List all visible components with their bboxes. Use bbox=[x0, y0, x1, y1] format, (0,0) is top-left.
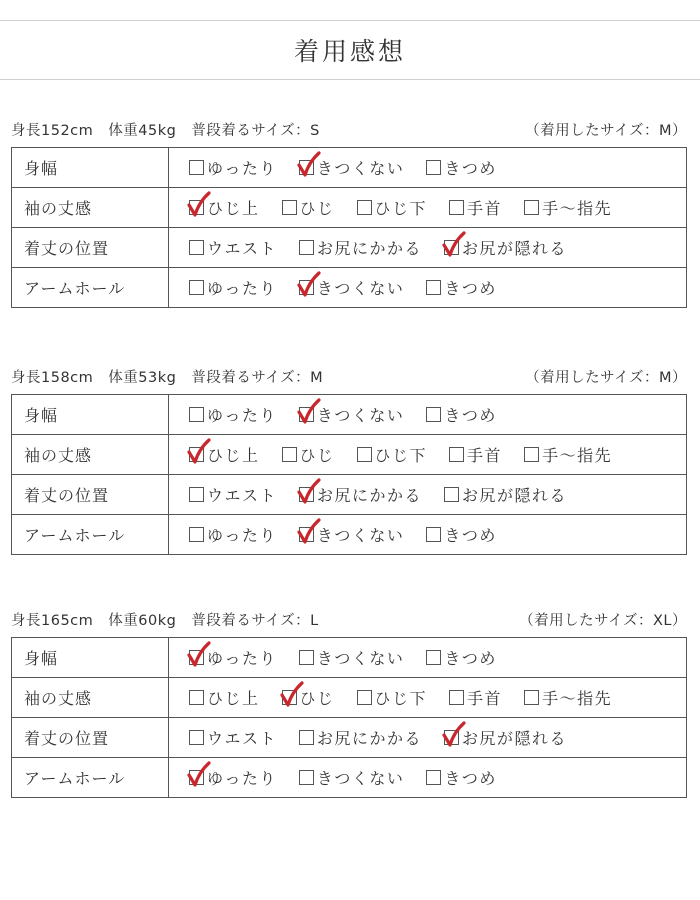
checkmark-icon bbox=[189, 447, 204, 462]
fit-option bbox=[189, 646, 277, 669]
fit-row-label: アームホール bbox=[12, 758, 169, 798]
empty-checkbox-icon bbox=[299, 650, 314, 665]
fit-option bbox=[524, 686, 612, 709]
fit-option bbox=[449, 443, 502, 466]
fit-option bbox=[189, 196, 260, 219]
title-bar bbox=[0, 20, 700, 80]
empty-checkbox-icon bbox=[189, 730, 204, 745]
fit-row bbox=[12, 515, 687, 555]
fit-option-label: 手〜指先 bbox=[542, 689, 613, 708]
fit-option bbox=[444, 726, 567, 749]
fit-option bbox=[189, 483, 277, 506]
fit-option bbox=[282, 686, 335, 709]
fit-options bbox=[169, 638, 687, 678]
fit-option bbox=[189, 156, 277, 179]
fit-options bbox=[169, 515, 687, 555]
fit-option-label: きつくない bbox=[316, 769, 405, 788]
empty-checkbox-icon bbox=[449, 690, 464, 705]
checkmark-icon bbox=[298, 519, 320, 545]
fit-option-label: ひじ bbox=[299, 689, 335, 708]
fit-option bbox=[189, 686, 260, 709]
fit-option-label: ゆったり bbox=[207, 526, 277, 545]
checkmark-icon bbox=[299, 407, 314, 422]
fit-option bbox=[299, 236, 422, 259]
fit-option-label: ゆったり bbox=[207, 279, 277, 298]
fit-row-label: 身幅 bbox=[12, 395, 169, 435]
page-title: 着用感想 bbox=[293, 37, 406, 66]
empty-checkbox-icon bbox=[189, 407, 204, 422]
empty-checkbox-icon bbox=[189, 487, 204, 502]
fit-option bbox=[426, 523, 497, 546]
empty-checkbox-icon bbox=[524, 690, 539, 705]
empty-checkbox-icon bbox=[299, 240, 314, 255]
fit-option bbox=[357, 443, 428, 466]
empty-checkbox-icon bbox=[426, 650, 441, 665]
empty-checkbox-icon bbox=[189, 280, 204, 295]
fit-option bbox=[299, 276, 405, 299]
fit-option bbox=[189, 523, 277, 546]
fit-option bbox=[299, 726, 422, 749]
worn-size: （着用したサイズ：M） bbox=[525, 123, 687, 139]
fit-option bbox=[282, 443, 335, 466]
checkmark-icon bbox=[298, 152, 320, 178]
empty-checkbox-icon bbox=[524, 447, 539, 462]
fit-row-label: 着丈の位置 bbox=[12, 475, 169, 515]
fit-option-label: きつめ bbox=[444, 279, 497, 298]
fit-row-label: アームホール bbox=[12, 515, 169, 555]
fit-option bbox=[357, 686, 428, 709]
fit-option bbox=[189, 766, 277, 789]
fit-row-label: 着丈の位置 bbox=[12, 228, 169, 268]
fit-row bbox=[12, 718, 687, 758]
checkmark-icon bbox=[298, 272, 320, 298]
fit-option-label: 手首 bbox=[467, 199, 503, 218]
profile-stats: 身長165cm 体重60kg 普段着るサイズ：L bbox=[11, 613, 319, 629]
fit-option bbox=[426, 403, 497, 426]
empty-checkbox-icon bbox=[449, 200, 464, 215]
fit-option bbox=[189, 443, 260, 466]
fit-option-label: ゆったり bbox=[207, 769, 277, 788]
fit-option-label: きつめ bbox=[444, 526, 497, 545]
worn-size: （着用したサイズ：M） bbox=[525, 370, 687, 386]
review-block-2 bbox=[11, 366, 687, 545]
fit-option bbox=[189, 403, 277, 426]
fit-row-label: アームホール bbox=[12, 268, 169, 308]
fit-options bbox=[169, 395, 687, 435]
fit-option-label: 手首 bbox=[467, 446, 503, 465]
checkmark-icon bbox=[188, 439, 210, 465]
fit-option bbox=[426, 156, 497, 179]
empty-checkbox-icon bbox=[524, 200, 539, 215]
checkmark-icon bbox=[188, 192, 210, 218]
fit-option-label: お尻が隠れる bbox=[462, 729, 568, 748]
fit-options bbox=[169, 435, 687, 475]
fit-table bbox=[11, 637, 687, 798]
fit-option-label: 手首 bbox=[467, 689, 503, 708]
empty-checkbox-icon bbox=[426, 770, 441, 785]
fit-row-label: 身幅 bbox=[12, 148, 169, 188]
fit-option-label: ひじ下 bbox=[374, 689, 428, 708]
fit-row-label: 袖の丈感 bbox=[12, 435, 169, 475]
profile-stats: 身長158cm 体重53kg 普段着るサイズ：M bbox=[11, 370, 324, 386]
fit-option-label: お尻にかかる bbox=[317, 729, 423, 748]
fit-row-label: 袖の丈感 bbox=[12, 188, 169, 228]
fit-row-label: 身幅 bbox=[12, 638, 169, 678]
fit-options bbox=[169, 475, 687, 515]
fit-row bbox=[12, 475, 687, 515]
profile-line bbox=[11, 609, 687, 629]
fit-option bbox=[524, 443, 612, 466]
empty-checkbox-icon bbox=[449, 447, 464, 462]
empty-checkbox-icon bbox=[426, 280, 441, 295]
fit-option-label: ひじ bbox=[299, 446, 335, 465]
fit-option-label: きつめ bbox=[444, 769, 497, 788]
fit-option bbox=[444, 236, 567, 259]
fit-option bbox=[449, 686, 502, 709]
fit-option-label: きつめ bbox=[444, 406, 497, 425]
checkmark-icon bbox=[298, 399, 320, 425]
checkmark-icon bbox=[443, 232, 465, 258]
fit-option-label: きつくない bbox=[316, 526, 405, 545]
checkmark-icon bbox=[189, 770, 204, 785]
empty-checkbox-icon bbox=[189, 160, 204, 175]
fit-option bbox=[299, 156, 405, 179]
fit-row bbox=[12, 638, 687, 678]
fit-option bbox=[189, 726, 277, 749]
fit-option-label: ウエスト bbox=[207, 729, 278, 748]
fit-row bbox=[12, 188, 687, 228]
fit-row bbox=[12, 148, 687, 188]
fit-option-label: きつくない bbox=[316, 159, 405, 178]
fit-row bbox=[12, 395, 687, 435]
empty-checkbox-icon bbox=[299, 770, 314, 785]
fit-option bbox=[299, 403, 405, 426]
checkmark-icon bbox=[298, 479, 320, 505]
review-block-3 bbox=[11, 609, 687, 788]
fit-row-label: 着丈の位置 bbox=[12, 718, 169, 758]
empty-checkbox-icon bbox=[299, 730, 314, 745]
empty-checkbox-icon bbox=[426, 407, 441, 422]
checkmark-icon bbox=[299, 280, 314, 295]
fit-option bbox=[524, 196, 612, 219]
fit-option bbox=[426, 646, 497, 669]
worn-size: （着用したサイズ：XL） bbox=[519, 613, 687, 629]
empty-checkbox-icon bbox=[189, 690, 204, 705]
review-block-1 bbox=[11, 119, 687, 298]
fit-option bbox=[189, 276, 277, 299]
checkmark-icon bbox=[443, 722, 465, 748]
fit-options bbox=[169, 228, 687, 268]
fit-option-label: ゆったり bbox=[207, 649, 277, 668]
fit-option-label: きつくない bbox=[316, 279, 405, 298]
fit-option bbox=[426, 766, 497, 789]
fit-option bbox=[299, 523, 405, 546]
checkmark-icon bbox=[189, 200, 204, 215]
fit-options bbox=[169, 758, 687, 798]
fit-option bbox=[299, 646, 405, 669]
empty-checkbox-icon bbox=[444, 487, 459, 502]
empty-checkbox-icon bbox=[357, 690, 372, 705]
empty-checkbox-icon bbox=[426, 527, 441, 542]
fit-option-label: きつくない bbox=[316, 406, 405, 425]
fit-option-label: ひじ上 bbox=[207, 689, 260, 708]
fit-option-label: ゆったり bbox=[207, 406, 277, 425]
empty-checkbox-icon bbox=[357, 447, 372, 462]
profile-line bbox=[11, 119, 687, 139]
checkmark-icon bbox=[188, 762, 210, 788]
fit-option-label: ウエスト bbox=[207, 239, 278, 258]
fit-option-label: お尻にかかる bbox=[317, 239, 423, 258]
fit-row-label: 袖の丈感 bbox=[12, 678, 169, 718]
fit-row bbox=[12, 435, 687, 475]
fit-option bbox=[299, 483, 422, 506]
empty-checkbox-icon bbox=[426, 160, 441, 175]
checkmark-icon bbox=[189, 650, 204, 665]
fit-row bbox=[12, 758, 687, 798]
fit-row bbox=[12, 268, 687, 308]
profile-stats: 身長152cm 体重45kg 普段着るサイズ：S bbox=[11, 123, 320, 139]
checkmark-icon bbox=[299, 487, 314, 502]
fit-options bbox=[169, 148, 687, 188]
fit-option-label: ひじ下 bbox=[374, 446, 428, 465]
fit-option-label: 手〜指先 bbox=[542, 199, 613, 218]
checkmark-icon bbox=[299, 160, 314, 175]
fit-table bbox=[11, 147, 687, 308]
fit-option bbox=[282, 196, 335, 219]
fit-option bbox=[299, 766, 405, 789]
fit-row bbox=[12, 678, 687, 718]
fit-option bbox=[444, 483, 567, 506]
empty-checkbox-icon bbox=[189, 527, 204, 542]
fit-option-label: ひじ上 bbox=[207, 199, 260, 218]
fit-option-label: ゆったり bbox=[207, 159, 277, 178]
fit-row bbox=[12, 228, 687, 268]
checkmark-icon bbox=[444, 730, 459, 745]
checkmark-icon bbox=[444, 240, 459, 255]
fit-option bbox=[189, 236, 277, 259]
fit-options bbox=[169, 718, 687, 758]
checkmark-icon bbox=[282, 690, 297, 705]
fit-option-label: お尻にかかる bbox=[317, 486, 423, 505]
fit-table bbox=[11, 394, 687, 555]
empty-checkbox-icon bbox=[189, 240, 204, 255]
checkmark-icon bbox=[281, 682, 303, 708]
fit-option-label: ウエスト bbox=[207, 486, 278, 505]
fit-option-label: きつめ bbox=[444, 159, 497, 178]
fit-option-label: きつくない bbox=[316, 649, 405, 668]
fit-option bbox=[426, 276, 497, 299]
profile-line bbox=[11, 366, 687, 386]
checkmark-icon bbox=[299, 527, 314, 542]
empty-checkbox-icon bbox=[357, 200, 372, 215]
fit-option-label: ひじ上 bbox=[207, 446, 260, 465]
fit-options bbox=[169, 188, 687, 228]
fit-options bbox=[169, 678, 687, 718]
fit-option-label: お尻が隠れる bbox=[462, 486, 568, 505]
fit-option-label: ひじ bbox=[299, 199, 335, 218]
fit-option bbox=[357, 196, 428, 219]
fit-option-label: お尻が隠れる bbox=[462, 239, 568, 258]
checkmark-icon bbox=[188, 642, 210, 668]
fit-options bbox=[169, 268, 687, 308]
fit-option-label: きつめ bbox=[444, 649, 497, 668]
fit-option-label: ひじ下 bbox=[374, 199, 428, 218]
fit-option-label: 手〜指先 bbox=[542, 446, 613, 465]
fit-option bbox=[449, 196, 502, 219]
empty-checkbox-icon bbox=[282, 447, 297, 462]
empty-checkbox-icon bbox=[282, 200, 297, 215]
